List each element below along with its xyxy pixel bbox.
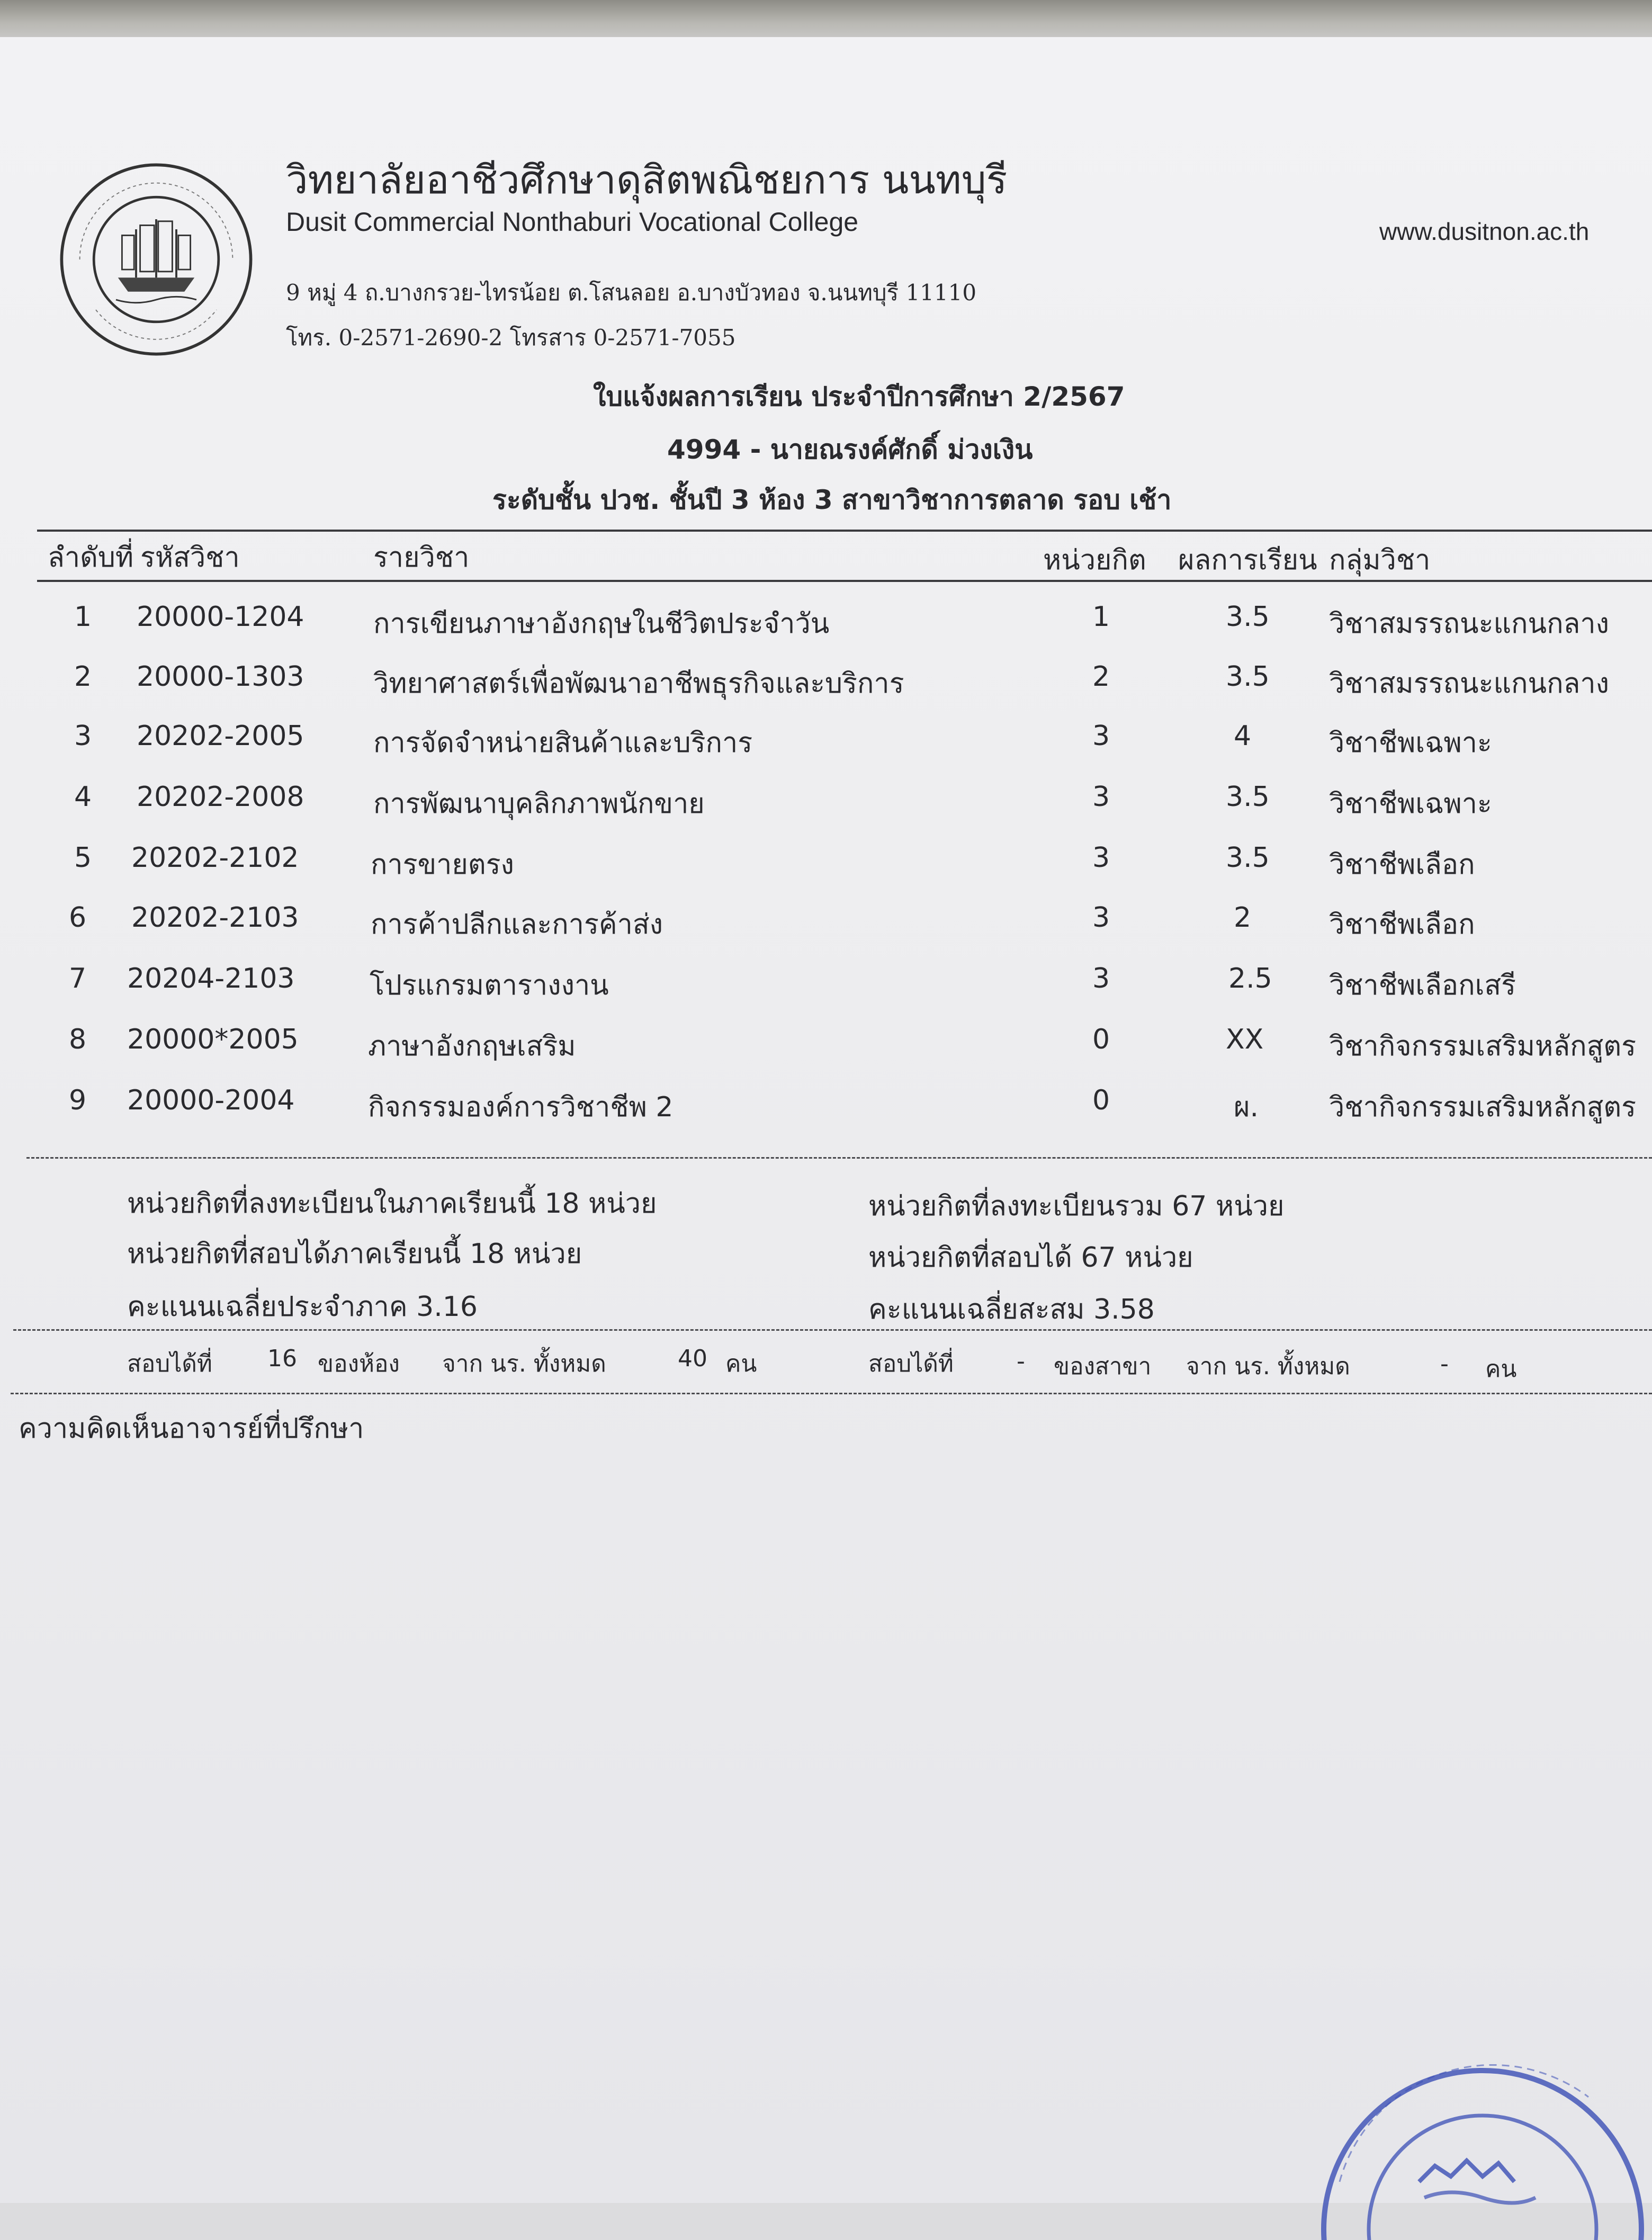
row-code: 20000-1303 xyxy=(137,661,304,693)
row-credit: 1 xyxy=(1092,601,1110,633)
row-no: 9 xyxy=(69,1085,87,1116)
header-credit: หน่วยกิต xyxy=(1043,544,1146,576)
row-no: 5 xyxy=(74,842,92,874)
row-credit: 3 xyxy=(1092,963,1110,994)
row-credit: 3 xyxy=(1092,720,1110,752)
summary-reg-total: หน่วยกิตที่ลงทะเบียนรวม 67 หน่วย xyxy=(868,1190,1285,1222)
row-credit: 2 xyxy=(1092,661,1110,693)
row-group: วิชาชีพเลือก xyxy=(1329,849,1475,881)
header-bottom-rule xyxy=(37,580,1652,582)
summary-reg-term: หน่วยกิตที่ลงทะเบียนในภาคเรียนนี้ 18 หน่วย xyxy=(127,1188,657,1220)
row-group: วิชาชีพเฉพาะ xyxy=(1329,788,1492,820)
row-grade: ผ. xyxy=(1234,1091,1259,1123)
student-name: 4994 - นายณรงค์ศักดิ์ ม่วงเงิน xyxy=(667,434,1033,465)
row-subject: การเขียนภาษาอังกฤษในชีวิตประจำวัน xyxy=(373,608,830,640)
row-subject: การขายตรง xyxy=(371,849,514,881)
header-subject: รายวิชา xyxy=(373,542,470,574)
row-no: 3 xyxy=(74,720,92,752)
row-subject: กิจกรรมองค์การวิชาชีพ 2 xyxy=(368,1091,674,1123)
row-group: วิชาสมรรถนะแกนกลาง xyxy=(1329,668,1610,700)
college-name-th: วิทยาลัยอาชีวศึกษาดุสิตพณิชยการ นนทบุรี xyxy=(286,157,1008,203)
summary-gpa-term: คะแนนเฉลี่ยประจำภาค 3.16 xyxy=(127,1291,478,1323)
rank-major-total: - xyxy=(1440,1350,1449,1377)
header-group: กลุ่มวิชา xyxy=(1329,544,1431,576)
row-code: 20202-2008 xyxy=(137,781,304,813)
official-stamp-icon xyxy=(1260,2007,1652,2240)
row-no: 2 xyxy=(74,661,92,693)
rank-bottom-rule xyxy=(11,1393,1652,1394)
row-group: วิชากิจกรรมเสริมหลักสูตร xyxy=(1329,1031,1637,1062)
report-title: ใบแจ้งผลการเรียน ประจำปีการศึกษา 2/2567 xyxy=(593,381,1125,412)
rank-room-from: จาก นร. ทั้งหมด xyxy=(442,1350,606,1377)
summary-gpa-total: คะแนนเฉลี่ยสะสม 3.58 xyxy=(868,1294,1155,1325)
row-grade: 3.5 xyxy=(1226,661,1270,693)
row-code: 20000-1204 xyxy=(137,601,304,633)
table-top-rule xyxy=(37,530,1652,532)
row-grade: 3.5 xyxy=(1226,842,1270,874)
row-credit: 3 xyxy=(1092,902,1110,934)
row-code: 20202-2005 xyxy=(137,720,304,752)
row-no: 1 xyxy=(74,601,92,633)
row-group: วิชาชีพเฉพาะ xyxy=(1329,727,1492,759)
header-code: รหัสวิชา xyxy=(140,542,240,574)
row-credit: 3 xyxy=(1092,842,1110,874)
row-grade: 3.5 xyxy=(1226,781,1270,813)
college-address: 9 หมู่ 4 ถ.บางกรวย-ไทรน้อย ต.โสนลอย อ.บางบัวทอง จ.นนทบุรี 11110 xyxy=(286,280,977,306)
class-info: ระดับชั้น ปวช. ชั้นปี 3 ห้อง 3 สาขาวิชาการตลาด รอบ เช้า xyxy=(492,485,1172,515)
summary-pass-term: หน่วยกิตที่สอบได้ภาคเรียนนี้ 18 หน่วย xyxy=(127,1238,582,1270)
row-group: วิชาชีพเลือกเสรี xyxy=(1329,970,1516,1001)
row-subject: การพัฒนาบุคลิกภาพนักขาย xyxy=(373,788,705,820)
college-phone: โทร. 0-2571-2690-2 โทรสาร 0-2571-7055 xyxy=(286,325,736,351)
rank-major-unit: คน xyxy=(1485,1356,1517,1383)
row-code: 20000*2005 xyxy=(127,1024,299,1055)
row-grade: 4 xyxy=(1234,720,1252,752)
row-no: 7 xyxy=(69,963,87,994)
rank-major-from: จาก นร. ทั้งหมด xyxy=(1186,1353,1350,1380)
row-code: 20202-2103 xyxy=(131,902,299,934)
row-no: 6 xyxy=(69,902,87,934)
row-grade: 3.5 xyxy=(1226,601,1270,633)
row-grade: XX xyxy=(1226,1024,1264,1055)
row-group: วิชากิจกรรมเสริมหลักสูตร xyxy=(1329,1091,1637,1123)
row-subject: วิทยาศาสตร์เพื่อพัฒนาอาชีพธุรกิจและบริการ xyxy=(373,668,904,700)
header-no: ลำดับที่ xyxy=(48,542,134,574)
rank-room-label: สอบได้ที่ xyxy=(127,1350,212,1377)
college-seal-icon xyxy=(56,159,257,360)
row-subject: ภาษาอังกฤษเสริม xyxy=(368,1031,576,1062)
summary-bottom-rule xyxy=(13,1329,1652,1331)
row-group: วิชาชีพเลือก xyxy=(1329,909,1475,940)
row-grade: 2 xyxy=(1234,902,1252,934)
row-subject: การค้าปลีกและการค้าส่ง xyxy=(371,909,663,940)
rank-room-value: 16 xyxy=(267,1345,297,1372)
row-code: 20000-2004 xyxy=(127,1085,295,1116)
row-subject: โปรแกรมตารางงาน xyxy=(370,970,609,1001)
rank-major-value: - xyxy=(1017,1348,1025,1375)
rank-room-total: 40 xyxy=(678,1345,707,1372)
row-credit: 0 xyxy=(1092,1024,1110,1055)
college-name-en: Dusit Commercial Nonthaburi Vocational College xyxy=(286,207,859,237)
row-no: 4 xyxy=(74,781,92,813)
rank-room-unit: คน xyxy=(725,1350,757,1377)
row-group: วิชาสมรรถนะแกนกลาง xyxy=(1329,608,1610,640)
document-page xyxy=(0,37,1652,2203)
row-credit: 0 xyxy=(1092,1085,1110,1116)
header-grade: ผลการเรียน xyxy=(1178,544,1317,576)
row-credit: 3 xyxy=(1092,781,1110,813)
advisor-comment-label: ความคิดเห็นอาจารย์ที่ปรึกษา xyxy=(19,1413,364,1445)
row-grade: 2.5 xyxy=(1228,963,1272,994)
summary-pass-total: หน่วยกิตที่สอบได้ 67 หน่วย xyxy=(868,1242,1193,1274)
college-website: www.dusitnon.ac.th xyxy=(1379,218,1590,245)
rank-major-of: ของสาขา xyxy=(1054,1353,1152,1380)
table-bottom-rule xyxy=(26,1157,1652,1159)
rank-room-of: ของห้อง xyxy=(318,1350,400,1377)
row-code: 20204-2103 xyxy=(127,963,295,994)
row-subject: การจัดจำหน่ายสินค้าและบริการ xyxy=(373,727,753,759)
row-code: 20202-2102 xyxy=(131,842,299,874)
rank-major-label: สอบได้ที่ xyxy=(868,1350,954,1377)
row-no: 8 xyxy=(69,1024,87,1055)
